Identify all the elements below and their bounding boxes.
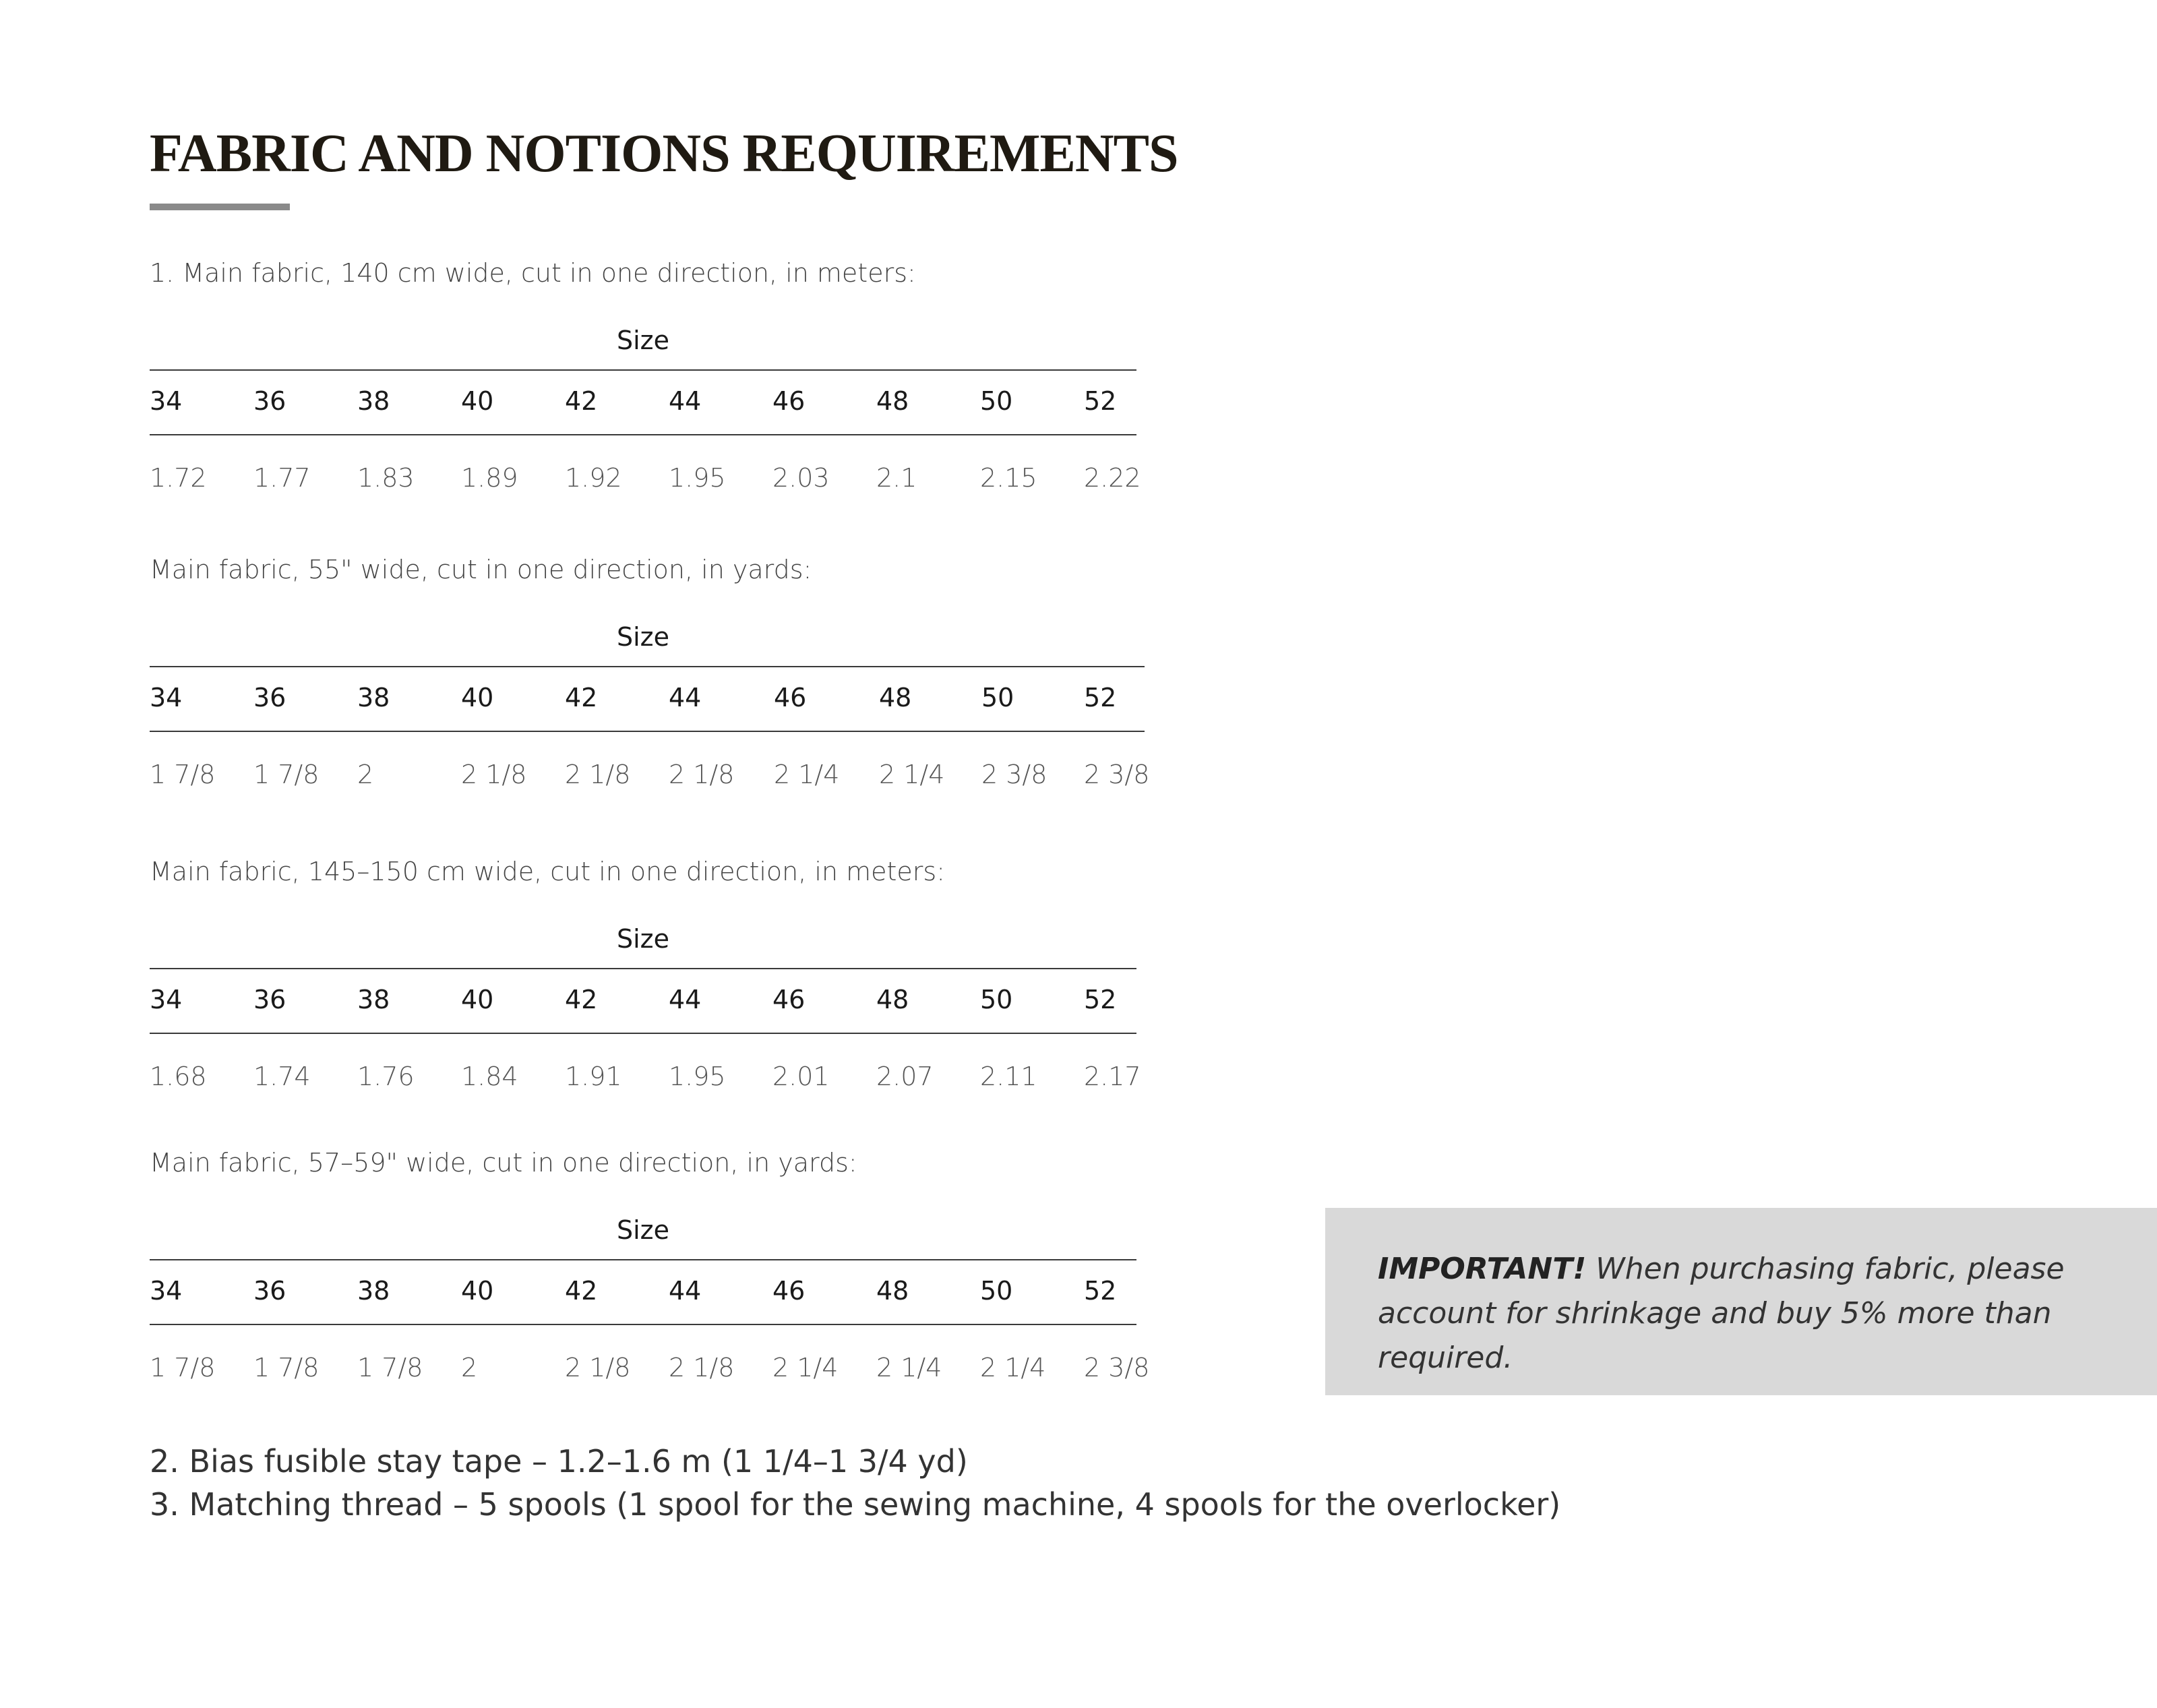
value-cell: 2 1/8 (565, 1353, 631, 1382)
value-cell: 2 1/4 (772, 1353, 839, 1382)
important-note-box (1325, 1208, 2157, 1395)
value-cell: 2 1/4 (876, 1353, 942, 1382)
table-caption: Main fabric, 55" wide, cut in one direction, in yards: (150, 555, 812, 584)
value-cell: 2.11 (980, 1062, 1037, 1091)
size-cell: 36 (253, 386, 286, 416)
size-cell: 40 (461, 683, 494, 712)
size-cell: 50 (980, 1276, 1013, 1306)
size-cell: 34 (150, 1276, 183, 1306)
important-note-text (1378, 1247, 2119, 1380)
size-row (150, 983, 1161, 1016)
size-cell: 40 (461, 386, 494, 416)
value-cell: 1.72 (150, 463, 207, 493)
size-cell: 40 (461, 1276, 494, 1306)
table-caption: Main fabric, 145–150 cm wide, cut in one direction, in meters: (150, 857, 946, 886)
size-cell: 52 (1084, 1276, 1117, 1306)
value-cell: 1.68 (150, 1062, 207, 1091)
size-cell: 36 (253, 683, 286, 712)
size-cell: 52 (1084, 386, 1117, 416)
size-cell: 46 (772, 1276, 806, 1306)
size-cell: 52 (1084, 985, 1117, 1014)
value-cell: 1.74 (253, 1062, 311, 1091)
table-header-rule (150, 434, 1136, 435)
value-cell: 2 3/8 (981, 760, 1047, 789)
size-cell: 46 (772, 985, 806, 1014)
important-message: When purchasing fabric, please account for shrinkage and buy 5% more than required. (1378, 1252, 2065, 1375)
notion-item-stay-tape: 2. Bias fusible stay tape – 1.2–1.6 m (1 1/4–1 3/4 yd) (150, 1443, 968, 1480)
value-cell: 2 1/8 (565, 760, 631, 789)
value-cell: 2.01 (772, 1062, 830, 1091)
size-cell: 48 (879, 683, 912, 712)
size-cell: 36 (253, 985, 286, 1014)
size-cell: 38 (357, 386, 390, 416)
value-cell: 2 (461, 1353, 478, 1382)
table-header-rule (150, 1033, 1136, 1034)
table-header-rule (150, 1324, 1136, 1325)
size-cell: 44 (669, 985, 702, 1014)
value-row (150, 758, 1161, 791)
table-top-rule (150, 1259, 1136, 1260)
value-cell: 1 7/8 (357, 1353, 423, 1382)
value-cell: 2 1/8 (461, 760, 527, 789)
value-cell: 1.95 (669, 463, 726, 493)
value-cell: 2 1/4 (879, 760, 945, 789)
value-cell: 2 (357, 760, 374, 789)
size-cell: 36 (253, 1276, 286, 1306)
table-top-rule (150, 666, 1145, 667)
size-cell: 48 (876, 985, 909, 1014)
size-cell: 38 (357, 1276, 390, 1306)
value-cell: 2.22 (1084, 463, 1141, 493)
size-cell: 34 (150, 985, 183, 1014)
title-underline (150, 204, 290, 210)
value-row (150, 1351, 1161, 1384)
value-cell: 1.84 (461, 1062, 518, 1091)
value-cell: 1 7/8 (150, 1353, 216, 1382)
size-cell: 48 (876, 386, 909, 416)
size-row (150, 384, 1161, 418)
value-cell: 2 1/4 (774, 760, 840, 789)
value-cell: 1.76 (357, 1062, 415, 1091)
important-label: IMPORTANT! (1378, 1252, 1587, 1286)
size-cell: 34 (150, 683, 183, 712)
value-cell: 2 3/8 (1084, 760, 1150, 789)
page-title: FABRIC AND NOTIONS REQUIREMENTS (150, 124, 1178, 183)
value-cell: 1.83 (357, 463, 415, 493)
size-cell: 46 (774, 683, 807, 712)
size-label: Size (616, 1215, 669, 1245)
size-cell: 50 (980, 985, 1013, 1014)
value-cell: 1 7/8 (253, 1353, 320, 1382)
value-cell: 2 1/4 (980, 1353, 1046, 1382)
value-cell: 1.77 (253, 463, 311, 493)
size-cell: 42 (565, 985, 598, 1014)
table-top-rule (150, 369, 1136, 371)
value-cell: 1.95 (669, 1062, 726, 1091)
value-cell: 2 1/8 (669, 1353, 735, 1382)
value-row (150, 1060, 1161, 1093)
size-cell: 42 (565, 1276, 598, 1306)
size-cell: 52 (1084, 683, 1117, 712)
size-cell: 50 (980, 386, 1013, 416)
table-top-rule (150, 968, 1136, 969)
notion-item-thread: 3. Matching thread – 5 spools (1 spool for the sewing machine, 4 spools for the overlocker) (150, 1486, 1561, 1523)
value-cell: 1.89 (461, 463, 518, 493)
value-cell: 1 7/8 (150, 760, 216, 789)
size-label: Size (616, 326, 669, 355)
size-cell: 34 (150, 386, 183, 416)
size-cell: 44 (669, 386, 702, 416)
value-cell: 1.91 (565, 1062, 622, 1091)
value-cell: 2.15 (980, 463, 1037, 493)
value-row (150, 461, 1161, 495)
value-cell: 2.03 (772, 463, 830, 493)
size-label: Size (616, 924, 669, 954)
size-cell: 50 (981, 683, 1014, 712)
size-row (150, 1274, 1161, 1308)
table-caption: Main fabric, 57–59" wide, cut in one direction, in yards: (150, 1148, 857, 1178)
table-caption: 1. Main fabric, 140 cm wide, cut in one direction, in meters: (150, 258, 916, 288)
value-cell: 2.1 (876, 463, 917, 493)
size-row (150, 681, 1161, 714)
size-cell: 42 (565, 683, 598, 712)
size-cell: 42 (565, 386, 598, 416)
size-label: Size (616, 622, 669, 652)
size-cell: 46 (772, 386, 806, 416)
value-cell: 2.17 (1084, 1062, 1141, 1091)
table-header-rule (150, 731, 1145, 732)
value-cell: 1.92 (565, 463, 622, 493)
value-cell: 1 7/8 (253, 760, 320, 789)
size-cell: 44 (669, 1276, 702, 1306)
size-cell: 40 (461, 985, 494, 1014)
value-cell: 2.07 (876, 1062, 934, 1091)
size-cell: 48 (876, 1276, 909, 1306)
size-cell: 38 (357, 683, 390, 712)
size-cell: 38 (357, 985, 390, 1014)
size-cell: 44 (669, 683, 702, 712)
value-cell: 2 1/8 (669, 760, 735, 789)
value-cell: 2 3/8 (1084, 1353, 1150, 1382)
